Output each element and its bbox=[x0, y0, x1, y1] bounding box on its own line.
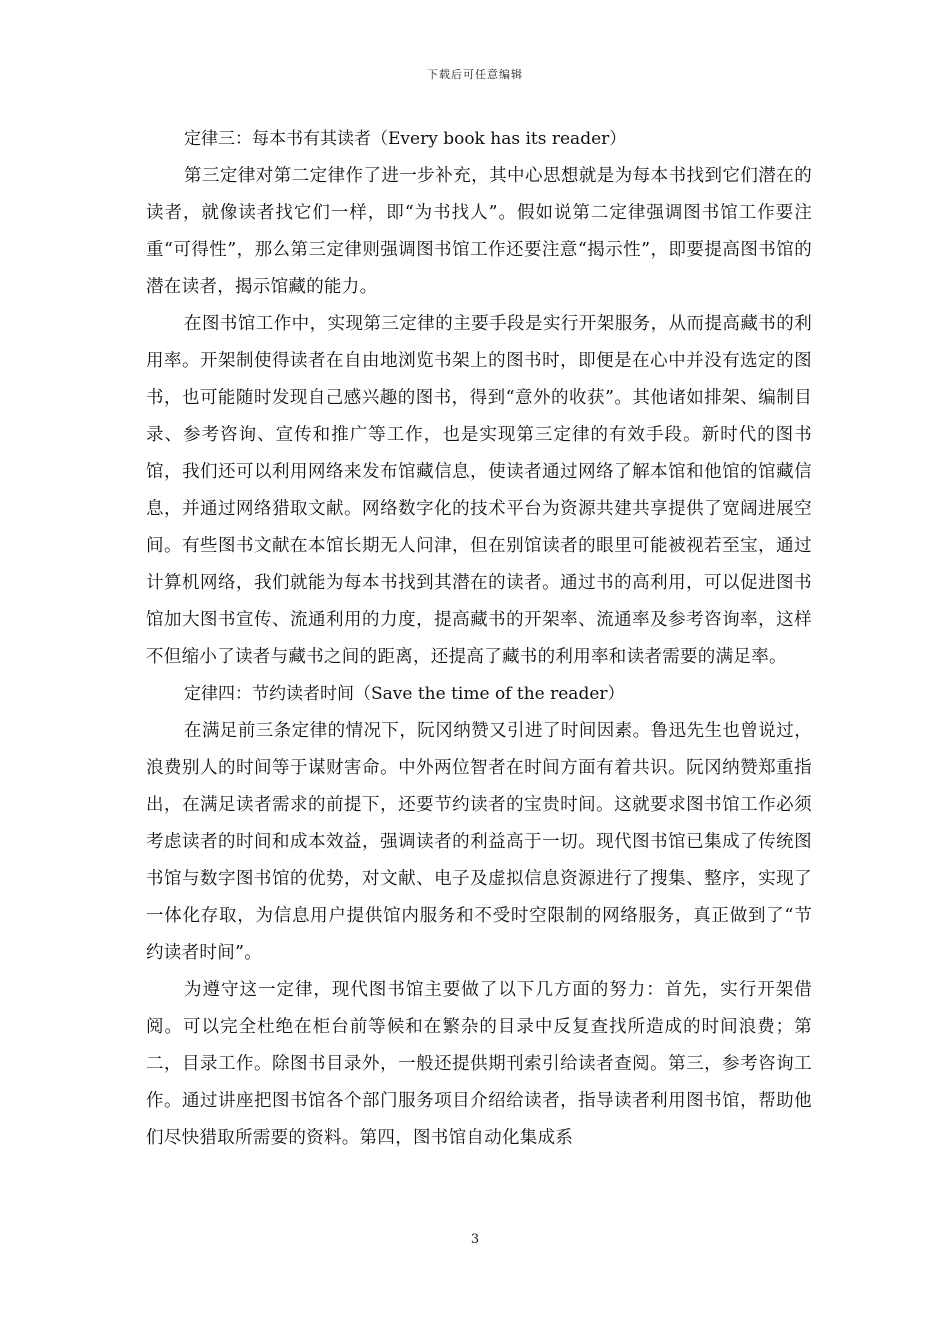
paragraph-law-three-intro: 第三定律对第二定律作了进一步补充，其中心思想就是为每本书找到它们潜在的读者，就像读者找它们一样，即“为书找人”。假如说第二定律强调图书馆工作要注重“可得性”，那么第三定律则强调图书馆工作还要注意“揭示性”，即要提高图书馆的潜在读者，揭示馆藏的能力。 bbox=[146, 166, 812, 297]
page-number: 3 bbox=[470, 1232, 480, 1247]
section-heading-law-four: 定律四：节约读者时间（Save the time of the reader） bbox=[184, 684, 625, 704]
paragraph-law-four-efforts: 为遵守这一定律，现代图书馆主要做了以下几方面的努力：首先，实行开架借阅。可以完全杜绝在柜台前等候和在繁杂的目录中反复查找所造成的时间浪费；第二，目录工作。除图书目录外，一般还提供期刊索引给读者查阅。第三，参考咨询工作。通过讲座把图书馆各个部门服务项目介绍给读者，指导读者利用图书馆，帮助他们尽快猎取所需要的资料。第四，图书馆自动化集成系 bbox=[146, 980, 812, 1148]
page-header: 下载后可任意编辑 bbox=[427, 68, 523, 81]
paragraph-law-four-intro: 在满足前三条定律的情况下，阮冈纳赞又引进了时间因素。鲁迅先生也曾说过，浪费别人的时间等于谋财害命。中外两位智者在时间方面有着共识。阮冈纳赞郑重指出，在满足读者需求的前提下，还要节约读者的宝贵时间。这就要求图书馆工作必须考虑读者的时间和成本效益，强调读者的利益高于一切。现代图书馆已集成了传统图书馆与数字图书馆的优势，对文献、电子及虚拟信息资源进行了搜集、整序，实现了一体化存取，为信息用户提供馆内服务和不受时空限制的网络服务，真正做到了“节约读者时间”。 bbox=[146, 721, 812, 963]
document-body bbox=[146, 121, 812, 1157]
section-heading-law-three: 定律三：每本书有其读者（Every book has its reader） bbox=[184, 129, 627, 149]
paragraph-law-three-practice: 在图书馆工作中，实现第三定律的主要手段是实行开架服务，从而提高藏书的利用率。开架制使得读者在自由地浏览书架上的图书时，即便是在心中并没有选定的图书，也可能随时发现自己感兴趣的图书，得到“意外的收获”。其他诸如排架、编制目录、参考咨询、宣传和推广等工作，也是实现第三定律的有效手段。新时代的图书馆，我们还可以利用网络来发布馆藏信息，使读者通过网络了解本馆和他馆的馆藏信息，并通过网络猎取文献。网络数字化的技术平台为资源共建共享提供了宽阔进展空间。有些图书文献在本馆长期无人问津，但在别馆读者的眼里可能被视若至宝，通过计算机网络，我们就能为每本书找到其潜在的读者。通过书的高利用，可以促进图书馆加大图书宣传、流通利用的力度，提高藏书的开架率、流通率及参考咨询率，这样不但缩小了读者与藏书之间的距离，还提高了藏书的利用率和读者需要的满足率。 bbox=[146, 314, 812, 667]
